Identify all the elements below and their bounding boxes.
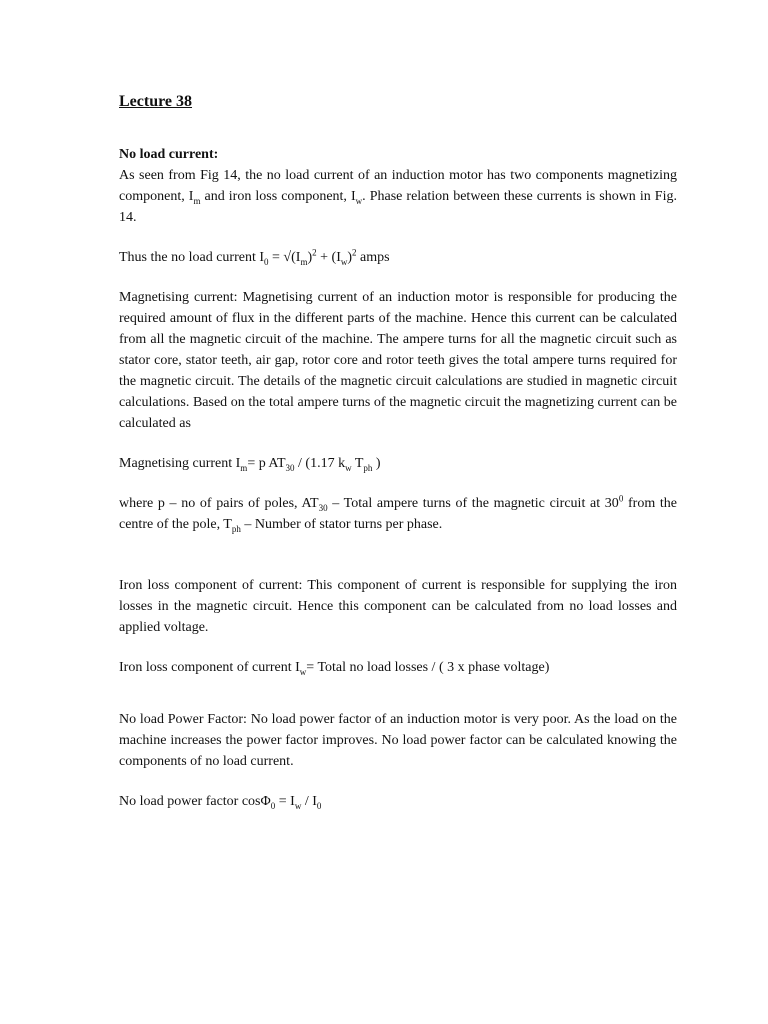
magnetising-current-paragraph: Magnetising current: Magnetising current of an induction motor is responsible for producing the required amount of flux in the different parts of the machine. Hence this current can be calculated from all the magnetic circuit of the machine. The ampere turns for all the magnetic circuit such as stator core, stator teeth, air gap, rotor core and rotor teeth gives the total ampere turns required for the magnetic circuit. The details of the magnetic circuit calculations are studied in magnetic circuit calculations. Based on the total ampere turns of the magnetic circuit the magnetizing current can be calculated as	[119, 290, 677, 431]
document-body	[119, 93, 677, 831]
no-load-current-formula: Thus the no load current $I_0 = √(I_m)^2 + (I_w)^2$ amps	[119, 247, 390, 267]
lecture-title: Lecture 38	[119, 93, 193, 110]
section-spacer	[119, 678, 677, 709]
section-spacer	[119, 535, 677, 575]
iron-loss-formula: Iron loss component of current $I_w=$ Total no load losses / ( 3 x phase voltage)	[119, 660, 550, 677]
iron-loss-paragraph: Iron loss component of current: This component of current is responsible for supplying the iron losses in the magnetic circuit. Hence this component can be calculated from no load losses and applied voltage.	[119, 578, 677, 635]
magnetising-current-formula: Magnetising current $I_m= p$ $AT_{30} / (1.17$ $k_w$ $T_{ph}$ )	[119, 456, 381, 473]
no-load-current-heading: No load current:	[119, 147, 219, 162]
power-factor-formula: No load power factor $\cos\Phi_0 = I_w / I_0$	[119, 794, 322, 811]
no-load-current-paragraph: As seen from Fig 14, the no load current of an induction motor has two components magnetizing component, $I_m$ and iron loss component, $I_w$. Phase relation between these currents is shown in Fig. 14.	[119, 168, 677, 225]
power-factor-paragraph: No load Power Factor: No load power factor of an induction motor is very poor. As the load on the machine increases the power factor improves. No load power factor can be calculated knowing the components of no load current.	[119, 712, 677, 769]
magnetising-where-clause: where p – no of pairs of poles, $AT_{30}$ – Total ampere turns of the magnetic circuit at $30^0$ from the centre of the pole, $T_{ph}$ – Number of stator turns per phase.	[119, 493, 677, 534]
